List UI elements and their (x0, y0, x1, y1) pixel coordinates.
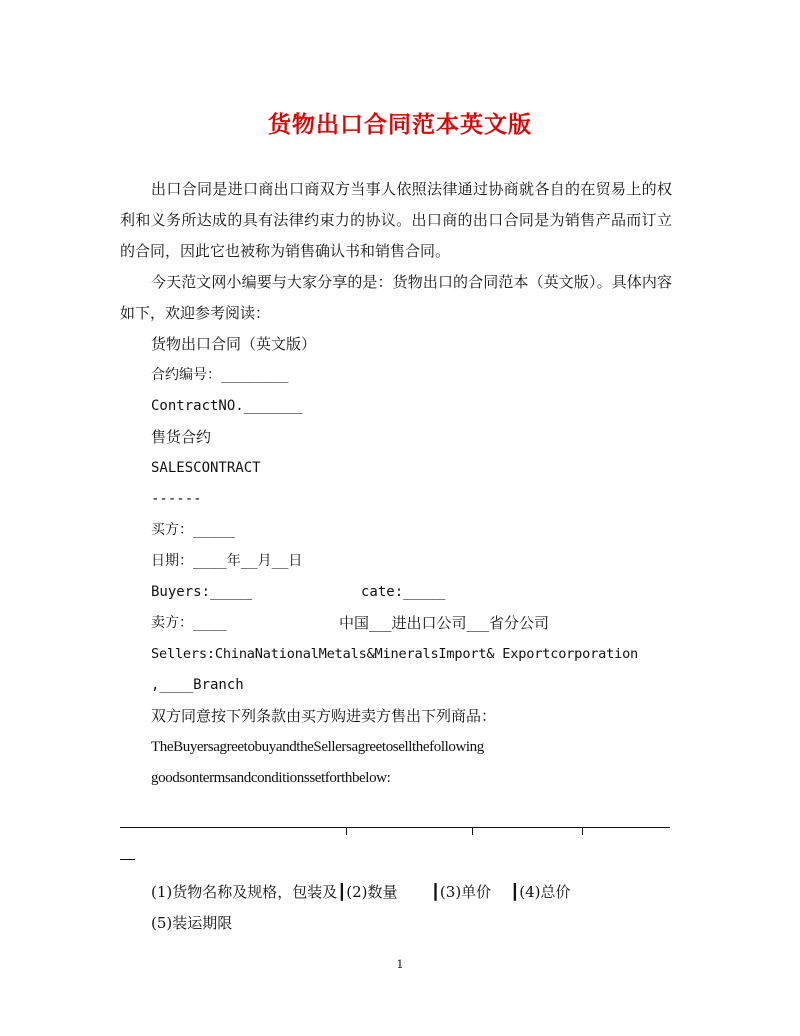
date-en: cate:_____ (361, 584, 446, 600)
agreement-en-line-1: TheBuyersagreetobuyandtheSellersagreetosellthefollowing (151, 739, 484, 755)
page-number: 1 (396, 958, 404, 971)
agreement-en-line-2: goodsontermsandconditionssetforthbelow: (151, 770, 391, 786)
sales-contract-en: SALESCONTRACT (151, 460, 261, 476)
branch-en: ,____Branch (151, 677, 244, 693)
table-columns-row: (1)货物名称及规格，包装及┃(2)数量 ┃(3)单价 ┃(4)总价 (151, 883, 571, 901)
seller-row (120, 608, 672, 639)
table-column-divider (582, 827, 583, 835)
document-title: 货物出口合同范本英文版 (268, 111, 532, 138)
sales-contract-cn: 售货合约 (151, 428, 212, 446)
table-column-divider (472, 827, 473, 835)
table-top-rule (120, 827, 670, 828)
document-body (120, 174, 672, 794)
intro-paragraph-2: 今天范文网小编要与大家分享的是：货物出口的合同范本（英文版）。具体内容如下，欢迎参考阅读： (120, 273, 672, 322)
separator-dashes: ------ (151, 491, 202, 507)
intro-paragraph-1: 出口合同是进口商出口商双方当事人依照法律通过协商就各自的在贸易上的权利和义务所达成的具有法律约束力的协议。出口商的出口合同是为销售产品而订立的合同，因此它也被称为销售确认书和销售合同。 (120, 180, 672, 260)
seller-company-cn: 中国___进出口公司___省分公司 (339, 614, 550, 632)
buyers-en: Buyers:_____ (151, 584, 253, 600)
buyer-cn: 买方：_____ (151, 522, 236, 538)
table-column-divider (346, 827, 347, 835)
table-rule-stub (120, 859, 135, 860)
agreement-cn: 双方同意按下列条款由买方购进卖方售出下列商品： (151, 707, 497, 725)
buyers-row (120, 577, 672, 608)
contract-heading: 货物出口合同（英文版） (151, 335, 317, 353)
table-columns-row-2: (5)装运期限 (151, 914, 233, 932)
contract-number-cn: 合约编号：________ (151, 367, 289, 383)
date-cn: 日期：____年__月__日 (151, 553, 303, 569)
seller-cn: 卖方：____ (151, 615, 227, 631)
contract-number-en: ContractNO._______ (151, 398, 303, 414)
sellers-en: Sellers:ChinaNationalMetals&MineralsImport& Exportcorporation (151, 646, 639, 662)
